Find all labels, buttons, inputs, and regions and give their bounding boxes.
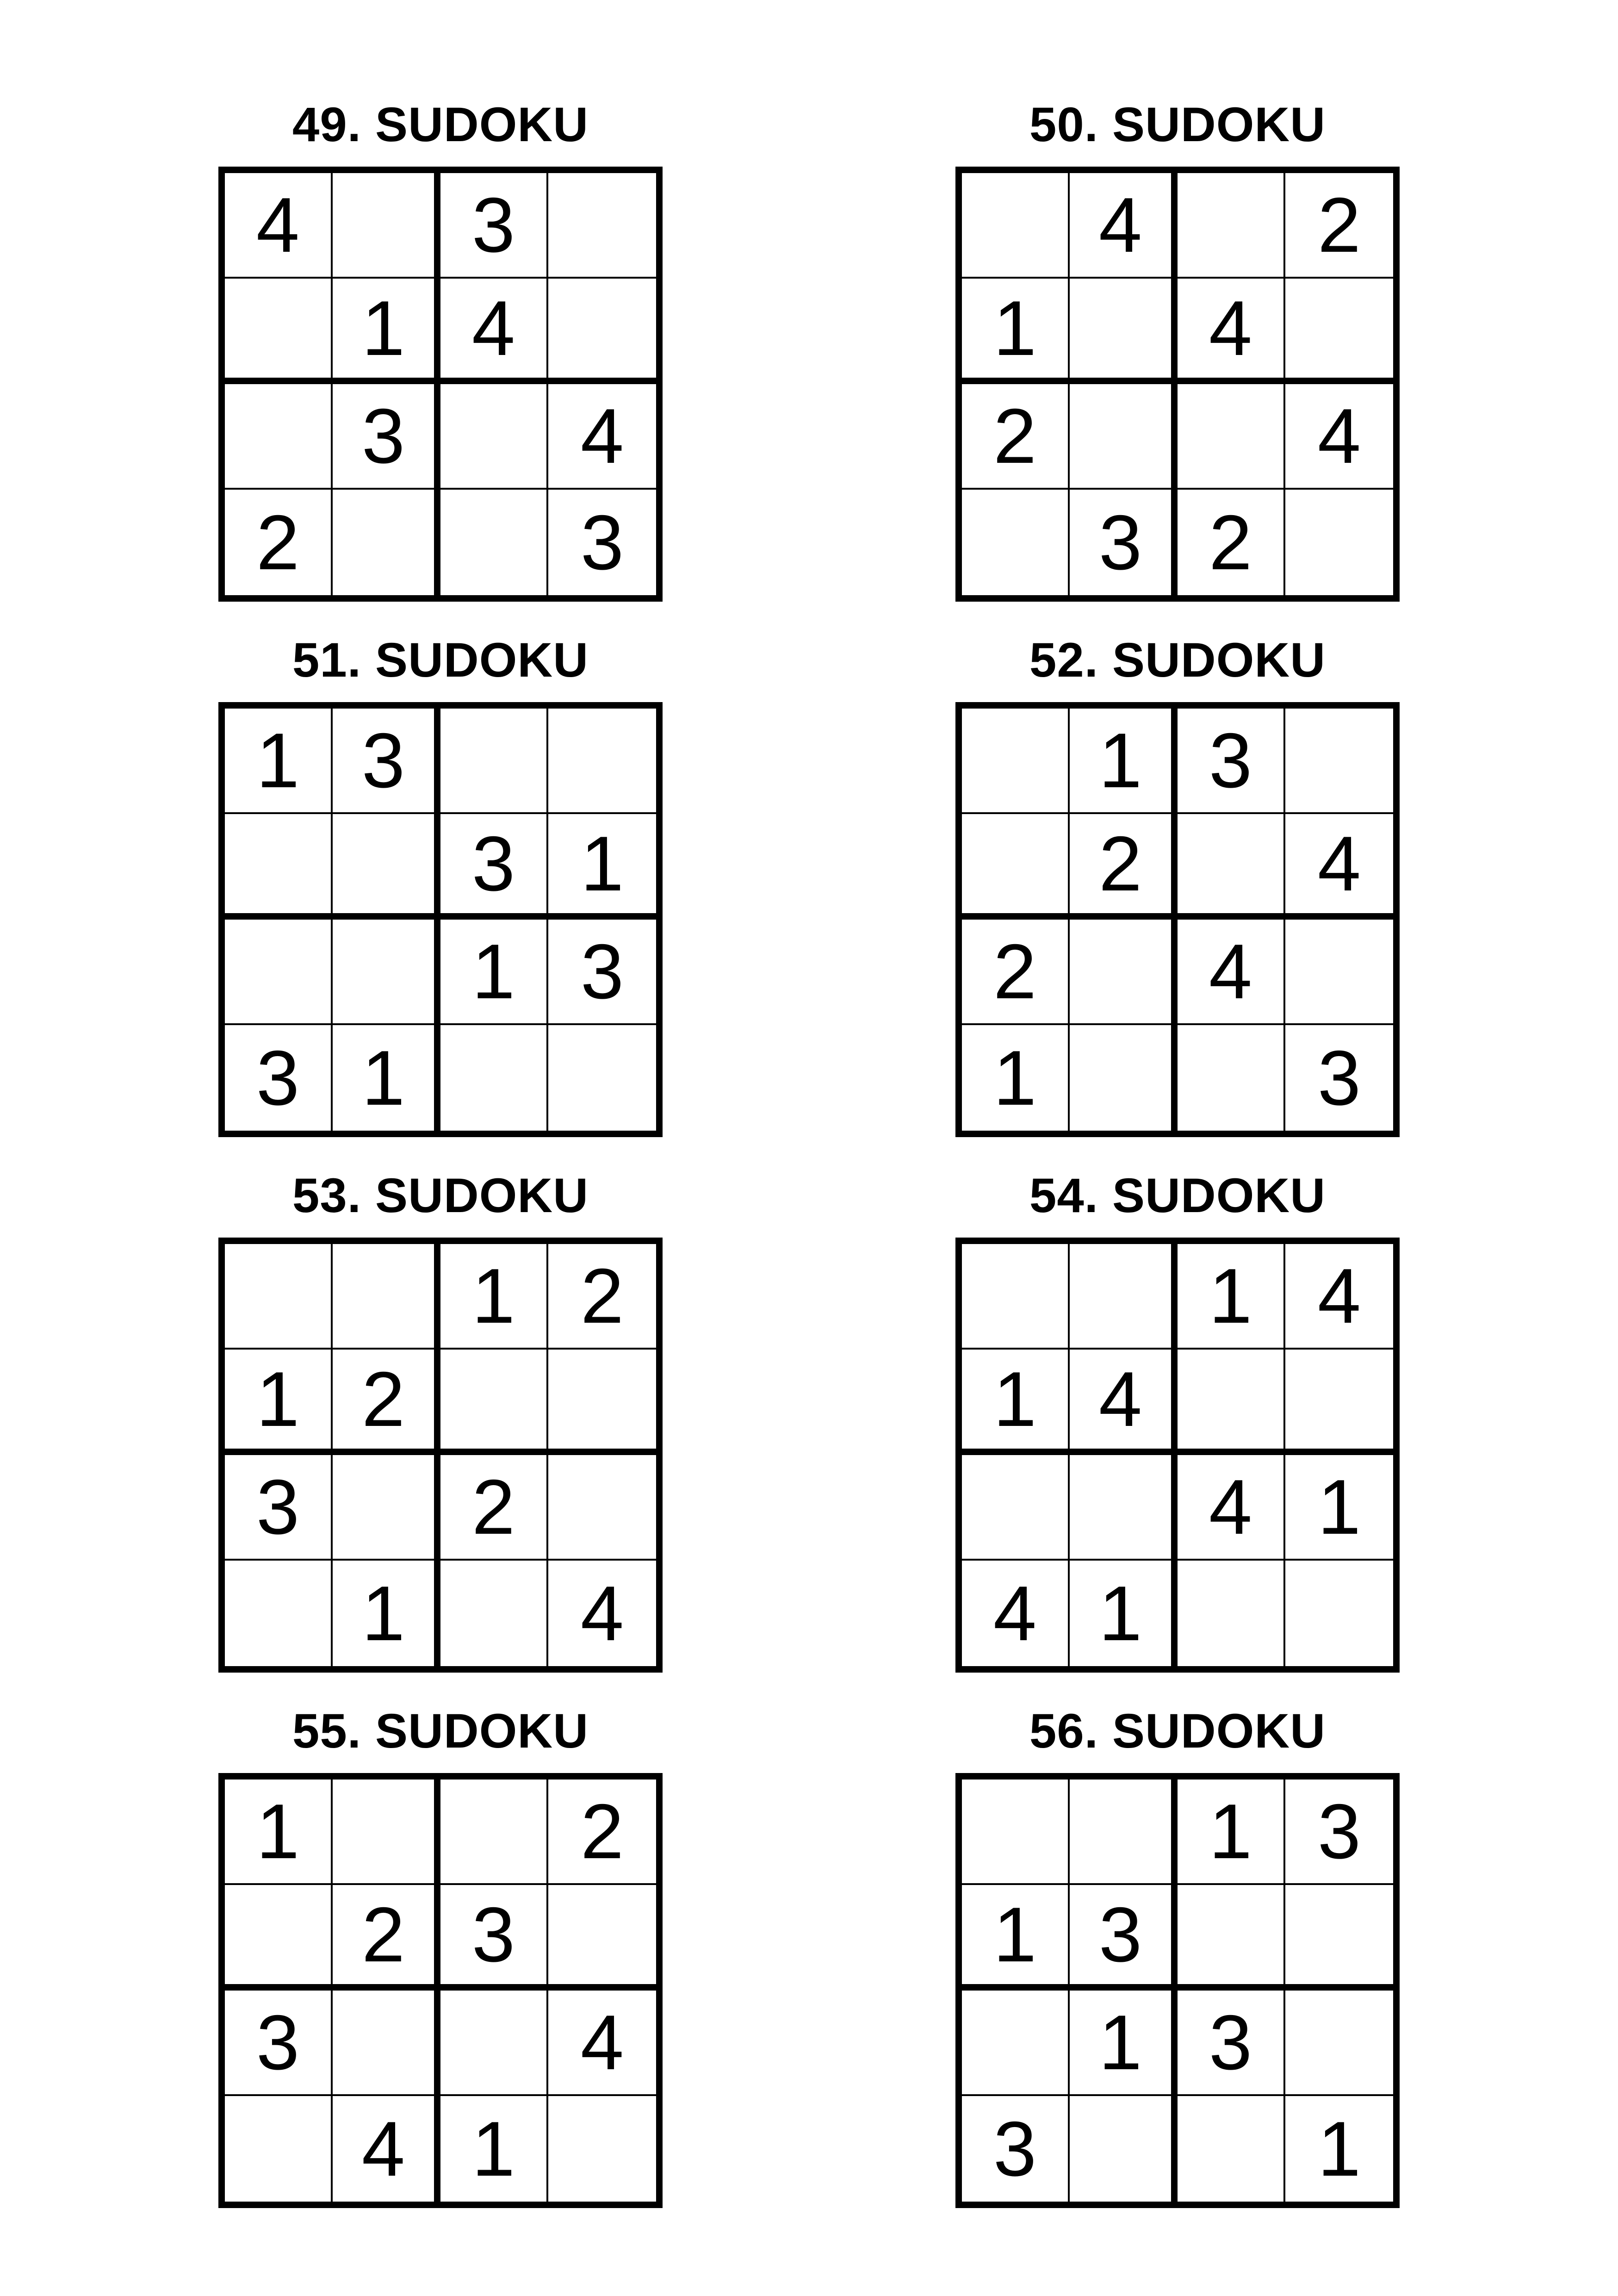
sudoku-cell[interactable]: 4 xyxy=(1285,384,1393,490)
sudoku-cell[interactable] xyxy=(440,1991,548,2096)
sudoku-cell[interactable] xyxy=(1178,173,1285,279)
sudoku-cell[interactable] xyxy=(548,1350,656,1455)
sudoku-puzzle-56 xyxy=(955,1699,1400,2247)
sudoku-cell[interactable]: 4 xyxy=(1178,920,1285,1025)
sudoku-cell[interactable]: 2 xyxy=(333,1350,440,1455)
sudoku-cell[interactable] xyxy=(225,1561,333,1666)
sudoku-cell[interactable]: 1 xyxy=(962,1025,1070,1131)
puzzle-title: 50. SUDOKU xyxy=(1029,98,1326,152)
sudoku-cell[interactable] xyxy=(333,490,440,595)
sudoku-cell[interactable] xyxy=(1070,384,1178,490)
sudoku-cell[interactable]: 1 xyxy=(1178,1780,1285,1885)
sudoku-cell[interactable] xyxy=(333,1991,440,2096)
sudoku-cell[interactable] xyxy=(1070,1025,1178,1131)
puzzle-title: 49. SUDOKU xyxy=(292,98,589,152)
sudoku-cell[interactable] xyxy=(1285,1991,1393,2096)
sudoku-cell[interactable] xyxy=(440,1350,548,1455)
sudoku-cell[interactable] xyxy=(1070,1244,1178,1350)
sudoku-cell[interactable]: 1 xyxy=(1070,1991,1178,2096)
sudoku-cell[interactable] xyxy=(440,1780,548,1885)
sudoku-cell[interactable] xyxy=(1178,1561,1285,1666)
sudoku-grid xyxy=(218,167,663,602)
sudoku-grid xyxy=(218,1773,663,2208)
sudoku-cell[interactable] xyxy=(333,1455,440,1561)
sudoku-cell[interactable]: 2 xyxy=(440,1455,548,1561)
sudoku-cell[interactable]: 2 xyxy=(548,1244,656,1350)
sudoku-cell[interactable] xyxy=(1285,1885,1393,1991)
sudoku-cell[interactable] xyxy=(962,814,1070,920)
sudoku-grid xyxy=(955,167,1400,602)
sudoku-cell[interactable] xyxy=(1178,1350,1285,1455)
sudoku-cell[interactable]: 1 xyxy=(548,814,656,920)
sudoku-puzzle-54 xyxy=(955,1164,1400,1712)
sudoku-cell[interactable]: 1 xyxy=(333,279,440,384)
sudoku-cell[interactable]: 3 xyxy=(580,499,624,586)
sudoku-puzzle-49 xyxy=(218,93,663,641)
sudoku-cell[interactable] xyxy=(548,1885,656,1991)
sudoku-cell[interactable] xyxy=(225,1244,333,1350)
sudoku-cell[interactable] xyxy=(962,1244,1070,1350)
sudoku-cell[interactable]: 3 xyxy=(440,173,548,279)
sudoku-cell[interactable] xyxy=(1285,279,1393,384)
sudoku-cell[interactable] xyxy=(225,2096,333,2202)
sudoku-grid xyxy=(218,702,663,1137)
sudoku-cell[interactable]: 1 xyxy=(333,1561,440,1666)
sudoku-puzzle-50 xyxy=(955,93,1400,641)
sudoku-cell[interactable] xyxy=(333,173,440,279)
sudoku-cell[interactable] xyxy=(1285,490,1393,595)
sudoku-cell[interactable] xyxy=(333,814,440,920)
sudoku-cell[interactable]: 4 xyxy=(1178,1455,1285,1561)
sudoku-cell[interactable]: 4 xyxy=(962,1561,1070,1666)
sudoku-cell[interactable] xyxy=(225,814,333,920)
sudoku-cell[interactable]: 3 xyxy=(962,2096,1070,2202)
sudoku-cell[interactable]: 1 xyxy=(225,1350,333,1455)
sudoku-cell[interactable]: 1 xyxy=(962,1885,1070,1991)
sudoku-cell[interactable]: 3 xyxy=(1178,709,1285,814)
sudoku-cell[interactable] xyxy=(1285,1350,1393,1455)
sudoku-cell[interactable]: 1 xyxy=(225,709,333,814)
sudoku-cell[interactable] xyxy=(1285,920,1393,1025)
sudoku-cell[interactable]: 2 xyxy=(548,1780,656,1885)
sudoku-cell[interactable] xyxy=(225,1885,333,1991)
sudoku-cell[interactable] xyxy=(548,709,656,814)
sudoku-cell[interactable]: 2 xyxy=(962,920,1070,1025)
sudoku-cell[interactable] xyxy=(333,1244,440,1350)
sudoku-cell[interactable]: 1 xyxy=(962,1350,1070,1455)
sudoku-cell[interactable]: 1 xyxy=(440,920,548,1025)
sudoku-cell[interactable] xyxy=(962,173,1070,279)
sudoku-cell[interactable] xyxy=(1178,1025,1285,1131)
sudoku-cell[interactable]: 1 xyxy=(225,1780,333,1885)
sudoku-cell[interactable]: 2 xyxy=(1178,490,1285,595)
sudoku-cell[interactable] xyxy=(548,2096,656,2202)
sudoku-cell[interactable]: 3 xyxy=(548,920,656,1025)
sudoku-cell[interactable] xyxy=(440,1025,548,1131)
sudoku-cell[interactable] xyxy=(962,1455,1070,1561)
sudoku-grid xyxy=(955,1238,1400,1673)
sudoku-cell[interactable] xyxy=(548,1455,656,1561)
sudoku-cell[interactable] xyxy=(440,384,548,490)
sudoku-cell[interactable]: 1 xyxy=(1070,709,1178,814)
sudoku-cell[interactable]: 3 xyxy=(333,384,440,490)
sudoku-cell[interactable] xyxy=(1285,709,1393,814)
sudoku-grid xyxy=(955,1773,1400,2208)
sudoku-cell[interactable]: 2 xyxy=(1070,814,1178,920)
sudoku-cell[interactable] xyxy=(962,490,1070,595)
sudoku-cell[interactable] xyxy=(548,1025,656,1131)
sudoku-cell[interactable] xyxy=(333,1780,440,1885)
sudoku-cell[interactable]: 4 xyxy=(1285,1244,1393,1350)
sudoku-cell[interactable]: 3 xyxy=(1285,1780,1393,1885)
sudoku-puzzle-51 xyxy=(218,628,663,1176)
sudoku-cell[interactable] xyxy=(962,709,1070,814)
sudoku-cell[interactable] xyxy=(548,173,656,279)
sudoku-cell[interactable]: 3 xyxy=(225,1455,333,1561)
sudoku-cell[interactable] xyxy=(1070,2096,1178,2202)
sudoku-cell[interactable]: 3 xyxy=(225,1025,333,1131)
puzzle-title: 56. SUDOKU xyxy=(1029,1704,1326,1758)
sudoku-cell[interactable]: 3 xyxy=(1317,1034,1361,1121)
sudoku-cell[interactable]: 4 xyxy=(333,2096,440,2202)
sudoku-cell[interactable]: 3 xyxy=(333,709,440,814)
sudoku-cell[interactable] xyxy=(1070,279,1178,384)
sudoku-cell[interactable]: 4 xyxy=(1178,279,1285,384)
sudoku-cell[interactable] xyxy=(962,1780,1070,1885)
sudoku-cell[interactable]: 3 xyxy=(440,814,548,920)
sudoku-cell[interactable] xyxy=(1070,1455,1178,1561)
sudoku-cell[interactable]: 1 xyxy=(333,1025,440,1131)
sudoku-cell[interactable]: 1 xyxy=(440,2096,548,2202)
sudoku-cell[interactable] xyxy=(225,920,333,1025)
sudoku-cell[interactable]: 2 xyxy=(1285,173,1393,279)
sudoku-cell[interactable]: 2 xyxy=(333,1885,440,1991)
puzzle-title: 55. SUDOKU xyxy=(292,1704,589,1758)
sudoku-cell[interactable] xyxy=(548,279,656,384)
sudoku-cell[interactable]: 1 xyxy=(1317,2105,1361,2192)
sudoku-cell[interactable] xyxy=(1178,1885,1285,1991)
sudoku-cell[interactable]: 1 xyxy=(440,1244,548,1350)
sudoku-grid xyxy=(955,702,1400,1137)
sudoku-cell[interactable]: 2 xyxy=(225,490,333,595)
sudoku-cell[interactable]: 1 xyxy=(962,279,1070,384)
sudoku-cell[interactable] xyxy=(440,709,548,814)
sudoku-cell[interactable]: 3 xyxy=(1070,1885,1178,1991)
sudoku-cell[interactable]: 3 xyxy=(440,1885,548,1991)
sudoku-cell[interactable]: 1 xyxy=(1070,1561,1178,1666)
puzzle-title: 52. SUDOKU xyxy=(1029,633,1326,687)
sudoku-cell[interactable]: 2 xyxy=(962,384,1070,490)
puzzle-title: 53. SUDOKU xyxy=(292,1169,589,1223)
sudoku-cell[interactable]: 4 xyxy=(548,1991,656,2096)
sudoku-cell[interactable]: 3 xyxy=(225,1991,333,2096)
sudoku-cell[interactable] xyxy=(225,279,333,384)
sudoku-cell[interactable]: 4 xyxy=(225,173,333,279)
sudoku-cell[interactable] xyxy=(1285,1561,1393,1666)
sudoku-cell[interactable] xyxy=(440,1561,548,1666)
sudoku-puzzle-55 xyxy=(218,1699,663,2247)
sudoku-cell[interactable] xyxy=(1178,2096,1285,2202)
sudoku-cell[interactable]: 3 xyxy=(1070,490,1178,595)
sudoku-cell[interactable] xyxy=(1178,814,1285,920)
sudoku-cell[interactable]: 3 xyxy=(1178,1991,1285,2096)
sudoku-grid xyxy=(218,1238,663,1673)
sudoku-cell[interactable]: 4 xyxy=(1070,1350,1178,1455)
sudoku-cell[interactable]: 4 xyxy=(1070,173,1178,279)
sudoku-cell[interactable]: 4 xyxy=(440,279,548,384)
sudoku-cell[interactable]: 1 xyxy=(1285,1455,1393,1561)
sudoku-puzzle-53 xyxy=(218,1164,663,1712)
sudoku-puzzle-52 xyxy=(955,628,1400,1176)
sudoku-cell[interactable] xyxy=(225,384,333,490)
sudoku-cell[interactable]: 4 xyxy=(548,384,656,490)
sudoku-cell[interactable] xyxy=(1070,920,1178,1025)
sudoku-cell[interactable] xyxy=(333,920,440,1025)
sudoku-cell[interactable]: 4 xyxy=(1285,814,1393,920)
sudoku-cell[interactable] xyxy=(1070,1780,1178,1885)
sudoku-cell[interactable] xyxy=(1178,384,1285,490)
sudoku-cell[interactable] xyxy=(962,1991,1070,2096)
puzzle-title: 54. SUDOKU xyxy=(1029,1169,1326,1223)
puzzle-title: 51. SUDOKU xyxy=(292,633,589,687)
sudoku-cell[interactable]: 4 xyxy=(580,1570,624,1657)
sudoku-cell[interactable]: 1 xyxy=(1178,1244,1285,1350)
sudoku-cell[interactable] xyxy=(440,490,548,595)
